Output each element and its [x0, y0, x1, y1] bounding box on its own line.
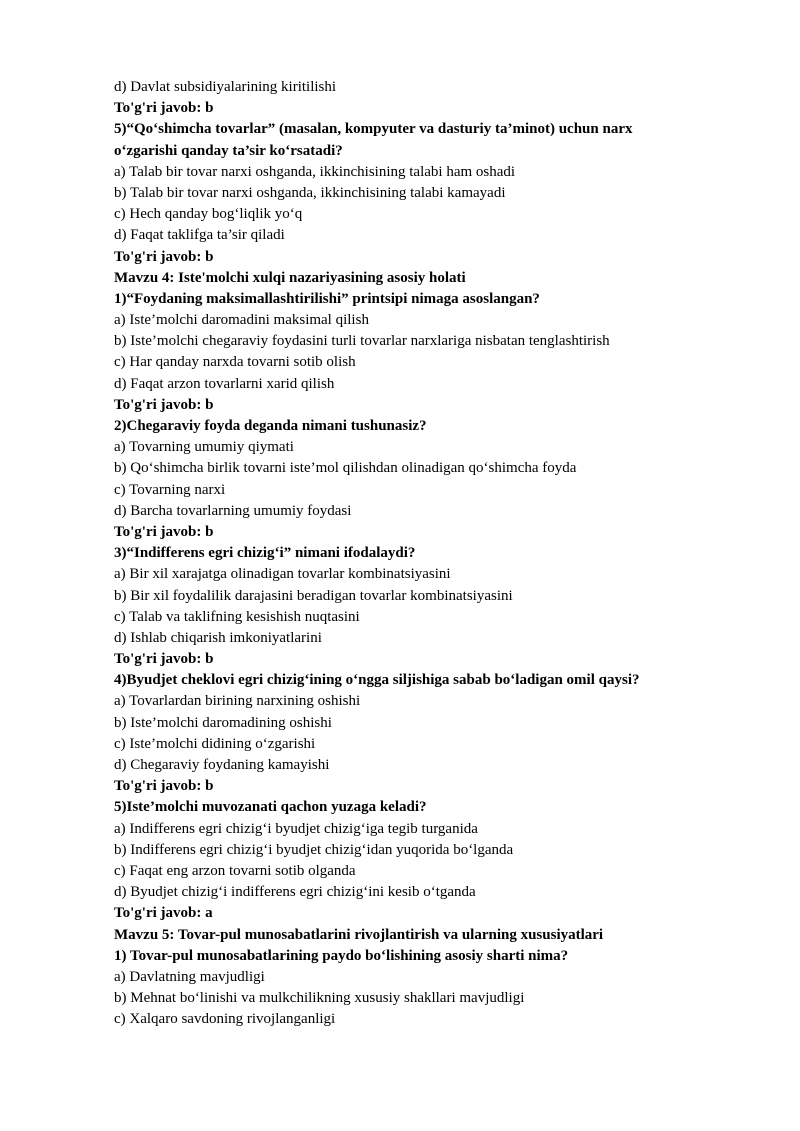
- answer-line: To'g'ri javob: a: [114, 905, 213, 922]
- option-line: a) Davlatning mavjudligi: [114, 968, 265, 985]
- option-line: b) Iste’molchi chegaraviy foydasini turli tovarlar narxlariga nisbatan tenglashtirish: [114, 333, 610, 350]
- option-line: c) Talab va taklifning kesishish nuqtasini: [114, 608, 360, 625]
- option-line: b) Qo‘shimcha birlik tovarni iste’mol qilishdan olinadigan qo‘shimcha foyda: [114, 460, 577, 477]
- option-line: a) Iste’molchi daromadini maksimal qilish: [114, 312, 369, 329]
- option-line: c) Xalqaro savdoning rivojlanganligi: [114, 1011, 336, 1028]
- option-line: b) Mehnat bo‘linishi va mulkchilikning xususiy shakllari mavjudligi: [114, 990, 525, 1007]
- option-line: d) Davlat subsidiyalarining kiritilishi: [114, 79, 337, 95]
- option-line: d) Byudjet chizig‘i indifferens egri chizig‘ini kesib o‘tganda: [114, 884, 476, 901]
- question-line: 1) Tovar-pul munosabatlarining paydo bo‘lishining asosiy sharti nima?: [114, 947, 569, 964]
- topic-heading: Mavzu 4: Iste'molchi xulqi nazariyasining asosiy holati: [114, 269, 466, 286]
- option-line: d) Faqat arzon tovarlarni xarid qilish: [114, 375, 335, 392]
- option-line: a) Tovarning umumiy qiymati: [114, 439, 294, 456]
- topic-heading: Mavzu 5: Tovar-pul munosabatlarini rivojlantirish va ularning xususiyatlari: [114, 926, 604, 943]
- question-line: 5)Iste’molchi muvozanati qachon yuzaga keladi?: [114, 799, 427, 816]
- answer-line: To'g'ri javob: b: [114, 778, 214, 795]
- option-line: c) Har qanday narxda tovarni sotib olish: [114, 354, 356, 371]
- answer-line: To'g'ri javob: b: [114, 100, 214, 117]
- answer-line: To'g'ri javob: b: [114, 396, 214, 413]
- option-line: c) Tovarning narxi: [114, 481, 226, 498]
- question-line: 2)Chegaraviy foyda deganda nimani tushunasiz?: [114, 418, 427, 434]
- answer-line: To'g'ri javob: b: [114, 248, 214, 265]
- option-line: b) Iste’molchi daromadining oshishi: [114, 714, 332, 731]
- option-line: c) Iste’molchi didining o‘zgarishi: [114, 735, 316, 752]
- option-line: a) Talab bir tovar narxi oshganda, ikkinchisining talabi ham oshadi: [114, 163, 516, 180]
- option-line: c) Hech qanday bog‘liqlik yo‘q: [114, 206, 303, 223]
- question-line: 5)“Qo‘shimcha tovarlar” (masalan, kompyuter va dasturiy ta’minot) uchun narx: [114, 121, 633, 138]
- option-line: a) Tovarlardan birining narxining oshishi: [114, 693, 361, 710]
- option-line: d) Ishlab chiqarish imkoniyatlarini: [114, 629, 322, 646]
- option-line: c) Faqat eng arzon tovarni sotib olganda: [114, 862, 356, 879]
- option-line: b) Talab bir tovar narxi oshganda, ikkinchisining talabi kamayadi: [114, 184, 506, 201]
- option-line: d) Faqat taklifga ta’sir qiladi: [114, 227, 285, 244]
- question-line: 4)Byudjet cheklovi egri chizig‘ining o‘ngga siljishiga sabab bo‘ladigan omil qaysi?: [114, 672, 640, 689]
- option-line: b) Bir xil foydalilik darajasini beradigan tovarlar kombinatsiyasini: [114, 587, 513, 604]
- answer-line: To'g'ri javob: b: [114, 651, 214, 668]
- question-line: 1)“Foydaning maksimallashtirilishi” printsipi nimaga asoslangan?: [114, 290, 540, 307]
- option-line: a) Indifferens egri chizig‘i byudjet chizig‘iga tegib turganida: [114, 820, 478, 837]
- option-line: a) Bir xil xarajatga olinadigan tovarlar kombinatsiyasini: [114, 566, 451, 583]
- question-line: 3)“Indifferens egri chizig‘i” nimani ifodalaydi?: [114, 545, 416, 562]
- question-line: o‘zgarishi qanday ta’sir ko‘rsatadi?: [114, 142, 343, 159]
- answer-line: To'g'ri javob: b: [114, 523, 214, 540]
- option-line: d) Barcha tovarlarning umumiy foydasi: [114, 502, 352, 519]
- option-line: b) Indifferens egri chizig‘i byudjet chizig‘idan yuqorida bo‘lganda: [114, 841, 514, 858]
- option-line: d) Chegaraviy foydaning kamayishi: [114, 757, 330, 773]
